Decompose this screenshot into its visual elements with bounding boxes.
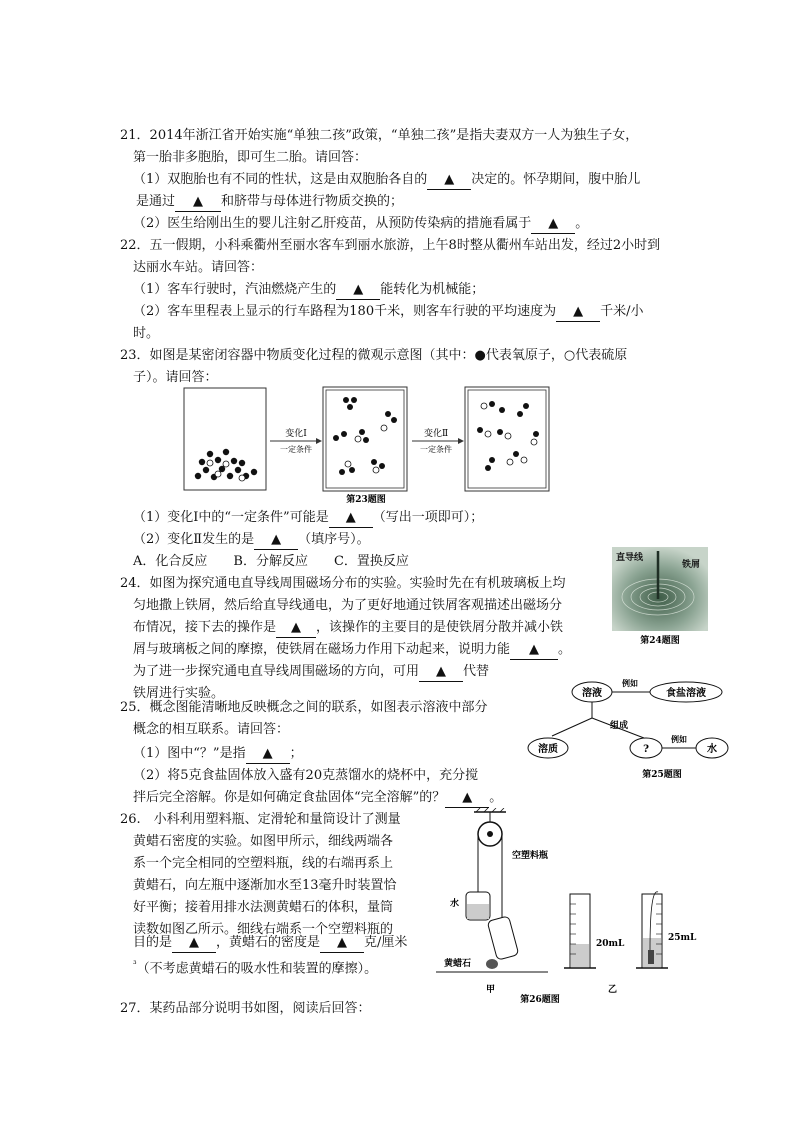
- q24-line2: 匀地撒上铁屑，然后给直导线通电，为了更好地通过铁屑客观描述出磁场分: [133, 598, 563, 613]
- q22-part1: （1）客车行驶时，汽油燃烧产生的 ▲ 能转化为机械能；: [133, 281, 484, 300]
- answer-blank[interactable]: ▲: [445, 789, 489, 808]
- q21-part1-cont: 是通过 ▲ 和脐带与母体进行物质交换的；: [136, 193, 403, 212]
- q22-part2-cont: 时。: [133, 326, 160, 341]
- q24-line3: 布情况，接下去的操作是 ▲ ，该操作的主要目的是使铁屑分散并减小铁: [133, 619, 563, 638]
- q25-part2: （2）将5克食盐固体放入盛有20克蒸馏水的烧杯中，充分搅: [133, 768, 479, 783]
- edge-composition: 组成: [610, 721, 629, 731]
- q24-label-wire: 直导线: [616, 553, 644, 563]
- answer-blank[interactable]: ▲: [254, 531, 298, 550]
- answer-blank[interactable]: ▲: [276, 619, 316, 638]
- q26-line8: $^{^3}$（不考虑黄蜡石的吸水性和装置的摩擦）。: [133, 960, 378, 977]
- q26-line3: 系一个完全相同的空塑料瓶，线的右端再系上: [133, 856, 394, 871]
- cylinder-20ml: [564, 894, 596, 968]
- q25-figure-caption: 第25题图: [642, 770, 682, 780]
- node-salt-solution: 食盐溶液: [666, 688, 706, 699]
- node-solution: 溶液: [582, 688, 602, 699]
- answer-blank[interactable]: ▲: [175, 193, 221, 212]
- q23-options: A．化合反应 B．分解反应 C．置换反应: [133, 554, 409, 569]
- q26-reading-20ml: 20mL: [596, 939, 625, 949]
- q25-part1: （1）图中“？”是指 ▲ ；: [133, 745, 303, 764]
- q22-part2: （2）客车里程表上显示的行车路程为180千米，则客车行驶的平均速度为 ▲ 千米/小: [133, 303, 643, 322]
- answer-blank[interactable]: ▲: [320, 934, 364, 953]
- node-solute: 溶质: [538, 744, 558, 755]
- q21-part2: （2）医生给刚出生的婴儿注射乙肝疫苗，从预防传染病的措施看属于 ▲ 。: [133, 215, 588, 234]
- edge-example1: 例如: [622, 678, 638, 688]
- q25-part2-cont: 拌后完全溶解。你是如何确定食盐固体“完全溶解”的？ ▲ 。: [133, 789, 502, 808]
- q21-part1: （1）双胞胎也有不同的性状，这是由双胞胎各自的 ▲ 决定的。怀孕期间，腹中胎儿: [133, 171, 640, 190]
- answer-blank[interactable]: ▲: [246, 745, 290, 764]
- q23-figure-caption: 第23题图: [346, 495, 386, 505]
- q23-stem-line2: 子）。请回答：: [133, 370, 218, 385]
- q25-line2: 概念的相互联系。请回答：: [133, 722, 290, 737]
- answer-blank[interactable]: ▲: [329, 509, 373, 528]
- stone: [486, 959, 498, 969]
- q26-line7: 目的是 ▲ ，黄蜡石的密度是 ▲ 克/厘米: [133, 934, 407, 953]
- answer-blank[interactable]: ▲: [336, 281, 380, 300]
- q23-figure: [180, 384, 550, 508]
- q26-label-jia: 甲: [486, 985, 496, 995]
- answer-blank[interactable]: ▲: [172, 934, 216, 953]
- q26-label-yi: 乙: [608, 985, 618, 995]
- q23-part1: （1）变化Ⅰ中的“一定条件”可能是 ▲ （写出一项即可）；: [133, 509, 483, 528]
- q22-stem-line1: 22．五一假期，小科乘衢州至丽水客车到丽水旅游，上午8时整从衢州车站出发，经过2小时到: [120, 238, 661, 253]
- q24-figure: [612, 547, 708, 645]
- q24-label-iron: 铁屑: [682, 560, 701, 570]
- q26-label-water: 水: [450, 899, 460, 909]
- q26-line5: 好平衡；接着用排水法测黄蜡石的体积，量筒: [133, 900, 394, 915]
- q25-concept-map: [526, 676, 740, 782]
- answer-blank[interactable]: ▲: [419, 663, 463, 682]
- q23-stem-line1: 23．如图是某密闭容器中物质变化过程的微观示意图（其中：●代表氧原子，○代表硫原: [120, 348, 628, 363]
- q24-line4: 屑与玻璃板之间的摩擦，使铁屑在磁场力作用下动起来，说明力能 ▲ 。: [133, 641, 571, 660]
- answer-blank[interactable]: ▲: [531, 215, 575, 234]
- q26-line4: 黄蜡石，向左瓶中逐渐加水至13毫升时装置恰: [133, 878, 397, 893]
- arrow2-top-label: 变化Ⅱ: [423, 429, 449, 439]
- q26-figure: [436, 808, 726, 1008]
- arrow1-bottom-label: 一定条件: [280, 445, 312, 454]
- q23-part2: （2）变化Ⅱ发生的是 ▲ （填序号）。: [133, 531, 370, 550]
- edge-example2: 例如: [671, 734, 687, 744]
- answer-blank[interactable]: ▲: [556, 303, 600, 322]
- arrow2-bottom-label: 一定条件: [420, 445, 452, 454]
- q21-stem-line2: 第一胎非多胞胎，即可生二胎。请回答：: [133, 150, 368, 165]
- q24-line1: 24．如图为探究通电直导线周围磁场分布的实验。实验时先在有机玻璃板上均: [120, 576, 566, 591]
- q24-line5: 为了进一步探究通电直导线周围磁场的方向，可用 ▲ 代替: [133, 663, 489, 682]
- q26-label-empty-bottle: 空塑料瓶: [512, 851, 549, 861]
- node-unknown: ?: [643, 744, 649, 755]
- q26-line6: 读数如图乙所示。细线右端系一个空塑料瓶的: [133, 922, 394, 937]
- node-water: 水: [707, 744, 717, 755]
- q21-stem-line1: 21．2014年浙江省开始实施“单独二孩”政策，“单独二孩”是指夫妻双方一人为独生子女，: [120, 128, 639, 143]
- cylinder-25ml: [636, 892, 668, 968]
- q26-figure-caption: 第26题图: [520, 995, 560, 1005]
- answer-blank[interactable]: ▲: [427, 171, 471, 190]
- q27-line1: 27．某药品部分说明书如图，阅读后回答：: [120, 1001, 371, 1016]
- q25-line1: 25．概念图能清晰地反映概念之间的联系，如图表示溶液中部分: [120, 700, 488, 715]
- right-bottle: [487, 916, 519, 960]
- q24-line6: 铁屑进行实验。: [133, 686, 225, 701]
- q22-stem-line2: 达丽水车站。请回答：: [133, 260, 264, 275]
- arrow1-top-label: 变化Ⅰ: [285, 429, 307, 439]
- q26-line2: 黄蜡石密度的实验。如图甲所示，细线两端各: [133, 834, 394, 849]
- answer-blank[interactable]: ▲: [510, 641, 558, 660]
- q26-reading-25ml: 25mL: [668, 933, 697, 943]
- q24-figure-caption: 第24题图: [640, 636, 680, 645]
- q26-line1: 26. 小科利用塑料瓶、定滑轮和量筒设计了测量: [120, 812, 401, 827]
- q26-label-stone: 黄蜡石: [444, 959, 472, 969]
